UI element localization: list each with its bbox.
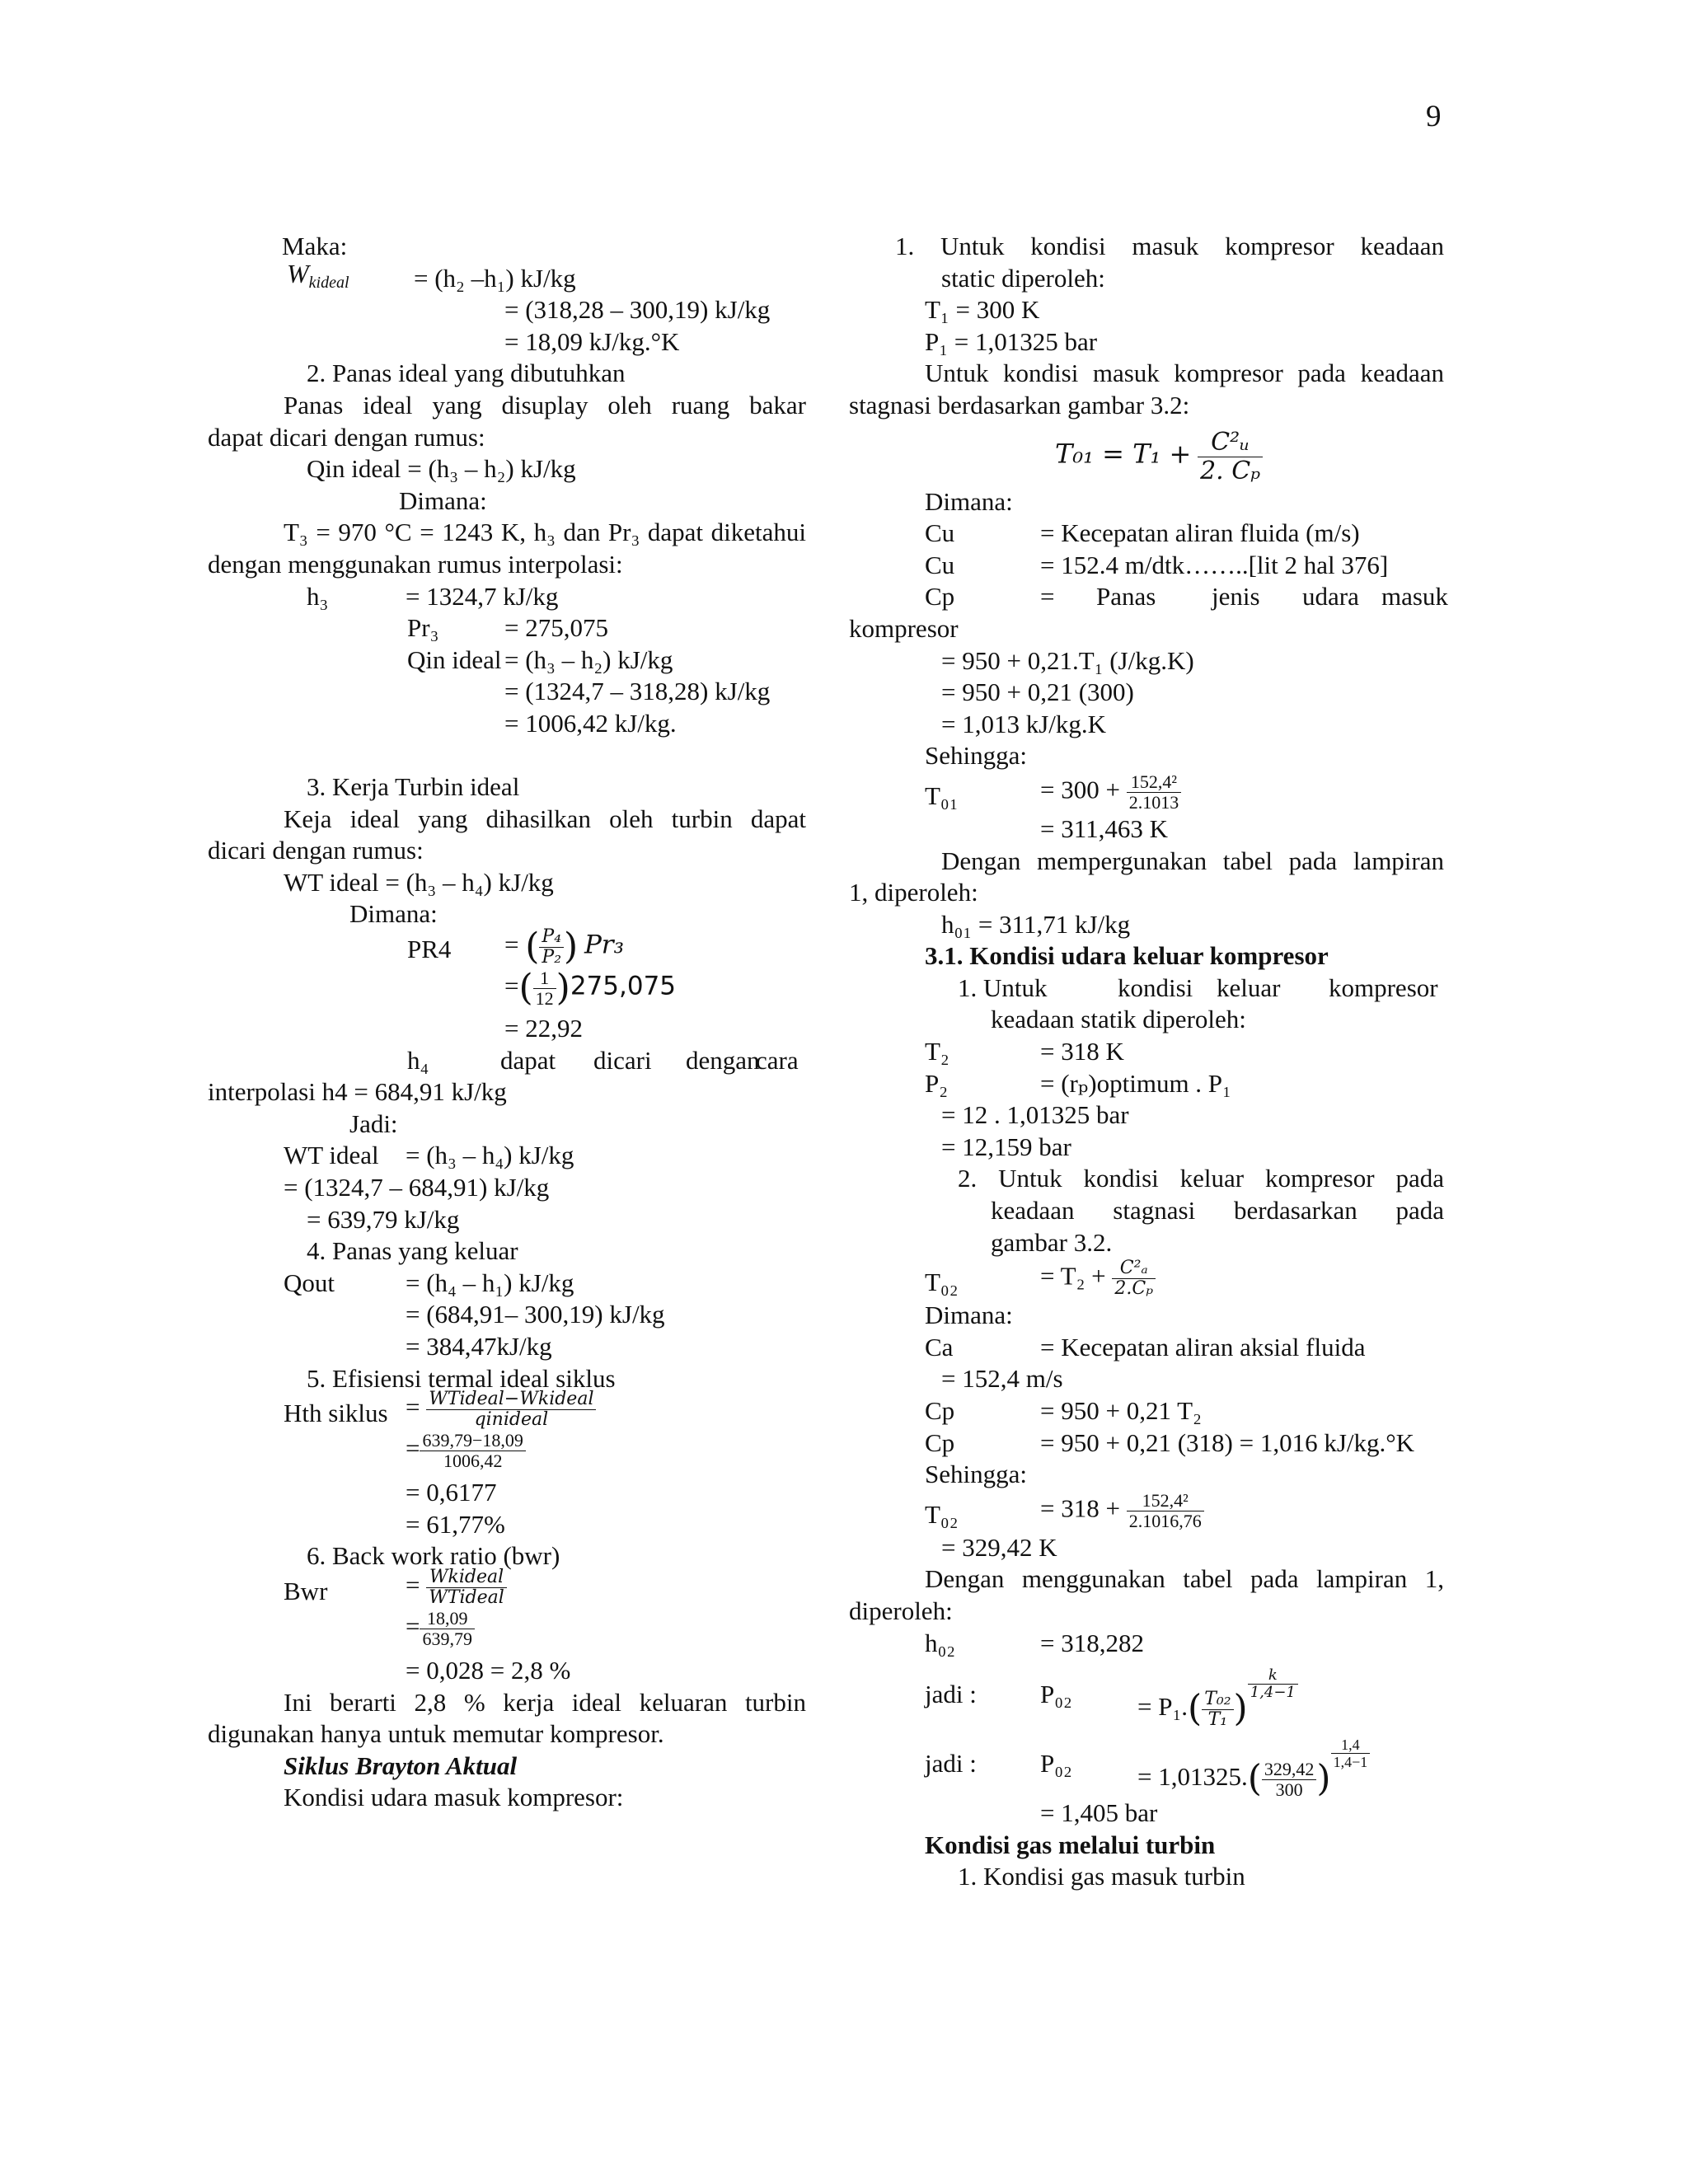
siklus-brayton-heading: Siklus Brayton Aktual: [284, 1750, 518, 1780]
pr4-result: = 22,92: [504, 1014, 583, 1043]
r-gas-heading: Kondisi gas melalui turbin: [925, 1830, 1216, 1859]
r-cp-formula-3: = 1,013 kJ/kg.K: [941, 709, 1107, 738]
r-k2-line1: 2. Untuk kondisi keluar kompresor pada: [958, 1164, 1444, 1193]
r-cu-label-2: Cu: [925, 550, 955, 579]
section-2-title: 2. Panas ideal yang dibutuhkan: [307, 359, 626, 388]
r-t02-label: T₀₂: [925, 1268, 959, 1297]
h4-word-5: cara: [756, 1045, 799, 1075]
h4-word-4: dengan: [686, 1045, 760, 1075]
qout-label: Qout: [284, 1268, 335, 1297]
r-cp-word-3: jenis: [1212, 582, 1260, 612]
left-column: [208, 231, 806, 1814]
r-jadi-2: jadi :: [925, 1749, 977, 1779]
section-5-title: 5. Efisiensi termal ideal siklus: [307, 1363, 616, 1393]
t3-line2: dengan menggunakan rumus interpolasi:: [208, 549, 623, 579]
page-number: 9: [1426, 100, 1442, 134]
r-item1-line2: static diperoleh:: [941, 263, 1105, 293]
r-cp2-label: Cp: [925, 1396, 955, 1425]
bwr-result: = 0,028 = 2,8 %: [406, 1655, 571, 1685]
r-cp-formula-1: = 950 + 0,21.T₁ (J/kg.K): [941, 645, 1194, 675]
h3-label: h₃: [307, 581, 329, 611]
wt-formula: WT ideal = (h₃ – h₄) kJ/kg: [284, 867, 554, 897]
r-item1-line1: 1. Untuk kondisi masuk kompresor keadaan: [895, 232, 1444, 260]
r-cp-formula-2: = 950 + 0,21 (300): [941, 677, 1134, 707]
r-tabel2-line2: diperoleh:: [849, 1596, 953, 1625]
r-t2-value: = 318 K: [1040, 1037, 1124, 1066]
r-h02-value: = 318,282: [1040, 1628, 1144, 1657]
wk-line-1: = (h₂ –h₁) kJ/kg: [414, 263, 576, 293]
r-t2-label: T₂: [925, 1037, 950, 1066]
r-stag-line2: stagnasi berdasarkan gambar 3.2:: [849, 390, 1190, 419]
r-t02-result: = 329,42 K: [941, 1532, 1057, 1562]
qin-value-1: = (h₃ – h₂) kJ/kg: [504, 644, 673, 674]
dimana-label-2: Dimana:: [349, 899, 438, 929]
h4-word-2: dapat: [500, 1045, 556, 1075]
r-cp3-label: Cp: [925, 1427, 955, 1457]
maka-label: Maka:: [282, 232, 348, 260]
ini-paragraph-line2: digunakan hanya untuk memutar kompresor.: [208, 1719, 664, 1749]
r-cu-val: = 152.4 m/dtk……..[lit 2 hal 376]: [1040, 550, 1389, 579]
s2-paragraph-line1: Panas ideal yang disuplay oleh ruang bakar: [284, 390, 806, 419]
r-stag-line1: Untuk kondisi masuk kompresor pada keadaan: [925, 359, 1444, 388]
r-cu-label: Cu: [925, 518, 955, 548]
r-p2-value: = (rₚ)optimum . P₁: [1040, 1068, 1231, 1098]
r-cp-label: Cp: [925, 582, 955, 612]
ini-paragraph-line1: Ini berarti 2,8 % kerja ideal keluaran turbin: [284, 1687, 806, 1717]
r-p02-label-2: P₀₂: [1040, 1749, 1072, 1779]
r-t01-calc: = 300 + $\frac{\text{152,4²}}{2.1013}$: [1040, 772, 1181, 813]
r-k1-word-3: keluar: [1217, 972, 1281, 1002]
r-cp-word-2: Panas: [1096, 582, 1156, 612]
r-p02-label: P₀₂: [1040, 1680, 1072, 1709]
qin-value-2: = (1324,7 – 318,28) kJ/kg: [504, 677, 771, 706]
r-h01: h₀₁ = 311,71 kJ/kg: [941, 909, 1131, 939]
qin-label: Qin ideal: [407, 644, 502, 674]
r-t01-result: = 311,463 K: [1040, 813, 1168, 843]
t3-line1: T₃ = 970 °C = 1243 K, h₃ dan Pr₃ dapat diketahui: [284, 518, 806, 547]
r-p02-formula-2: = 1,01325.( $\frac{329,42}{300}$ ) $\frac{1,4}{1,4-1}$: [1137, 1736, 1370, 1799]
h4-word-1: h₄: [407, 1045, 429, 1075]
r-t02-calc: = 318 + $\frac{\text{152,4²}}{2.1016,76}$: [1040, 1491, 1204, 1531]
r-k2-line3: gambar 3.2.: [991, 1227, 1113, 1257]
s3-paragraph-line1: Keja ideal yang dihasilkan oleh turbin dapat: [284, 804, 806, 833]
r-cp3-formula: = 950 + 0,21 (318) = 1,016 kJ/kg.°K: [1040, 1427, 1415, 1457]
r-tabel-line2: 1, diperoleh:: [849, 878, 978, 907]
h4-word-3: dicari: [593, 1045, 652, 1075]
wk-line-3: = 18,09 kJ/kg.°K: [504, 326, 680, 356]
wt-value-3: = 639,79 kJ/kg: [307, 1204, 460, 1234]
jadi-label: Jadi:: [349, 1108, 398, 1138]
s3-paragraph-line2: dicari dengan rumus:: [208, 836, 424, 865]
r-cp-def-2: kompresor: [849, 613, 959, 643]
r-dimana-2: Dimana:: [925, 1301, 1013, 1330]
hth-result-2: = 61,77%: [406, 1509, 505, 1539]
r-jadi-1: jadi :: [925, 1680, 977, 1709]
r-k1-word-4: kompresor: [1329, 972, 1438, 1002]
r-t1: T₁ = 300 K: [925, 295, 1040, 325]
r-h02-label: h₀₂: [925, 1628, 956, 1657]
r-dimana-1: Dimana:: [925, 486, 1013, 516]
r-gas-item-1: 1. Kondisi gas masuk turbin: [958, 1862, 1245, 1891]
hth-label: Hth siklus: [284, 1399, 388, 1428]
hth-substituted: = $\frac{639,79-18,09}{1006,42}$: [406, 1431, 526, 1471]
r-tabel-line1: Dengan mempergunakan tabel pada lampiran: [941, 846, 1444, 875]
qout-value-2: = (684,91– 300,19) kJ/kg: [406, 1300, 665, 1329]
r-section-3-1-heading: 3.1. Kondisi udara keluar kompresor: [925, 941, 1329, 971]
dimana-label-1: Dimana:: [399, 485, 487, 515]
r-cp-word-4: udara: [1302, 582, 1359, 612]
section-6-title: 6. Back work ratio (bwr): [307, 1541, 560, 1571]
r-cp2-formula: = 950 + 0,21 T₂: [1040, 1396, 1202, 1425]
qin-value-3: = 1006,42 kJ/kg.: [504, 708, 677, 738]
h3-value: = 1324,7 kJ/kg: [406, 581, 559, 611]
r-k1-line2: keadaan statik diperoleh:: [991, 1005, 1246, 1034]
r-ca-def: = Kecepatan aliran aksial fluida: [1040, 1332, 1366, 1361]
r-sehingga-1: Sehingga:: [925, 741, 1027, 771]
r-t01-equation: T₀₁ = T₁ + $\frac{\text{C²ᵤ}}{\text{2. Cₚ}}$: [1055, 429, 1263, 485]
wt-value-2: = (1324,7 – 684,91) kJ/kg: [284, 1173, 550, 1202]
r-k1-word-1: 1. Untuk: [958, 972, 1048, 1002]
r-p1: P₁ = 1,01325 bar: [925, 326, 1098, 356]
wkideal-symbol: $W_{kideal}$: [287, 258, 349, 292]
r-p2-label: P₂: [925, 1068, 949, 1098]
r-t02-label-2: T₀₂: [925, 1499, 959, 1529]
h4-line2: interpolasi h4 = 684,91 kJ/kg: [208, 1077, 507, 1107]
r-p02-result: = 1,405 bar: [1040, 1798, 1158, 1828]
r-t01-label: T₀₁: [925, 780, 959, 810]
hth-result-1: = 0,6177: [406, 1478, 497, 1507]
kondisi-masuk-text: Kondisi udara masuk kompresor:: [284, 1783, 624, 1812]
pr4-substituted: =( $\frac{1}{12}$ )275,075: [504, 967, 677, 1010]
r-k1-word-2: kondisi: [1118, 972, 1193, 1002]
pr3-value: = 275,075: [504, 613, 608, 643]
r-p2-value-3: = 12,159 bar: [941, 1132, 1071, 1161]
pr3-label: Pr₃: [407, 613, 439, 643]
wt-label: WT ideal: [284, 1141, 379, 1170]
qout-value-3: = 384,47kJ/kg: [406, 1332, 552, 1361]
r-ca-label: Ca: [925, 1332, 954, 1361]
r-sehingga-2: Sehingga:: [925, 1460, 1027, 1489]
r-tabel2-line1: Dengan menggunakan tabel pada lampiran 1,: [925, 1564, 1444, 1594]
bwr-label: Bwr: [284, 1576, 328, 1605]
right-column: [849, 231, 1448, 1893]
section-4-title: 4. Panas yang keluar: [307, 1236, 518, 1266]
section-3-title: 3. Kerja Turbin ideal: [307, 772, 520, 802]
r-cp-word-5: masuk: [1381, 582, 1448, 612]
wk-line-2: = (318,28 – 300,19) kJ/kg: [504, 295, 771, 325]
r-p2-value-2: = 12 . 1,01325 bar: [941, 1100, 1129, 1130]
r-cp-word-1: =: [1040, 582, 1055, 612]
qin-formula: Qin ideal = (h₃ – h₂) kJ/kg: [307, 454, 576, 484]
r-cu-def: = Kecepatan aliran fluida (m/s): [1040, 518, 1360, 548]
pr4-label: PR4: [407, 935, 452, 964]
r-p02-formula: = P₁.( $\frac{\text{T₀₂}}{\text{T₁}}$ ) $\frac{k}{1,4-1}$: [1137, 1667, 1298, 1729]
qout-value-1: = (h₄ – h₁) kJ/kg: [406, 1268, 574, 1297]
r-t02-def: = T₂ + $\frac{\text{C²ₐ}}{\text{2.Cₚ}}$: [1040, 1258, 1156, 1299]
bwr-substituted: = $\frac{18,09}{639,79}$: [406, 1609, 475, 1649]
bwr-formula: = $\frac{\text{Wkideal}}{\text{WTideal}}$: [406, 1568, 507, 1608]
hth-formula: = $\frac{\text{WTideal−Wkideal}}{\text{qinideal}}$: [406, 1390, 596, 1430]
wt-value-1: = (h₃ – h₄) kJ/kg: [406, 1141, 574, 1170]
r-k2-line2: keadaan stagnasi berdasarkan pada: [991, 1196, 1444, 1226]
s2-paragraph-line2: dapat dicari dengan rumus:: [208, 422, 485, 452]
r-ca-value: = 152,4 m/s: [941, 1364, 1063, 1394]
pr4-formula: = ( $\frac{\text{P₄}}{\text{P₂}}$ ) Pr₃: [504, 926, 625, 968]
